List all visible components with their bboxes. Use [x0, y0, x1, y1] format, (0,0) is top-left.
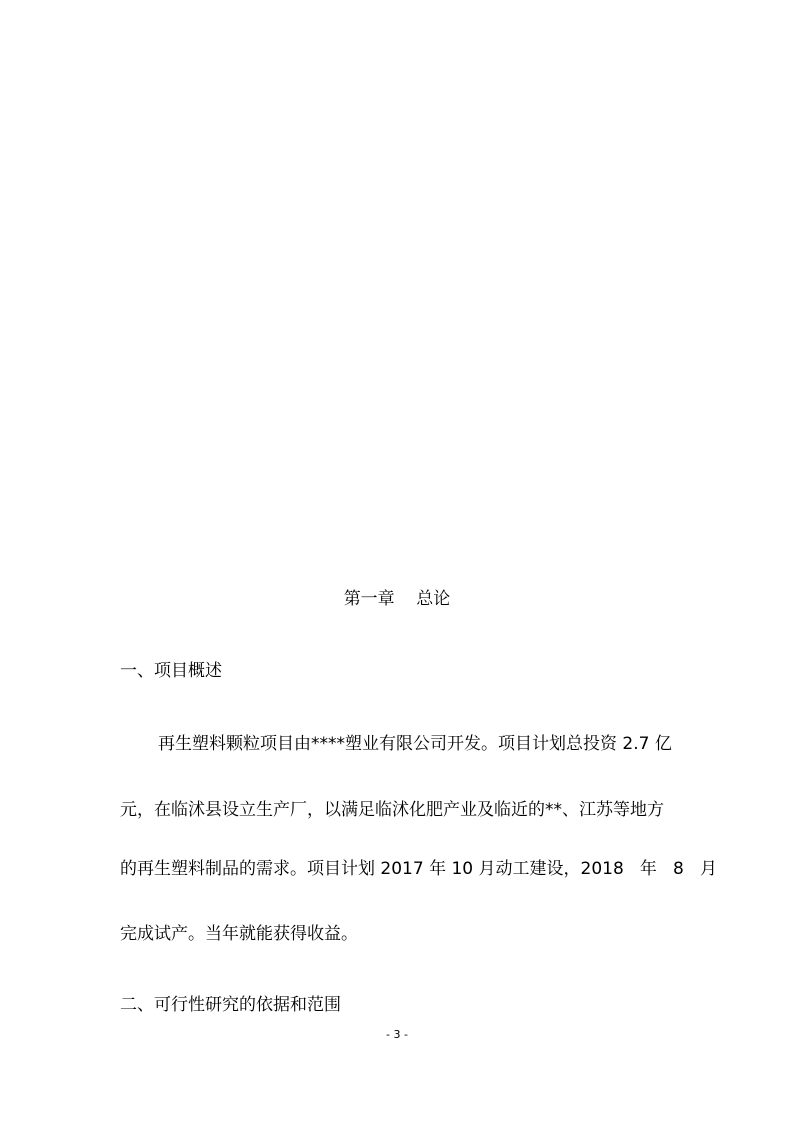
paragraph-line-3: [120, 857, 717, 881]
paragraph-line-3-part-b: 年: [639, 859, 657, 879]
paragraph-line-3-part-c: 8: [673, 859, 684, 879]
paragraph-line-4: 完成试产。当年就能获得收益。: [120, 924, 358, 944]
paragraph-line-3-part-a: 的再生塑料制品的需求。项目计划 2017 年 10 月动工建设，2018: [120, 859, 624, 879]
page-number: - 3 -: [386, 1028, 408, 1041]
paragraph-line-1: 再生塑料颗粒项目由****塑业有限公司开发。项目计划总投资 2.7 亿: [158, 734, 672, 754]
chapter-title: 第一章 总论: [343, 589, 451, 609]
section-heading-overview: 一、项目概述: [120, 661, 222, 681]
paragraph-line-3-part-d: 月: [699, 859, 717, 879]
paragraph-line-2: 元，在临沭县设立生产厂，以满足临沭化肥产业及临近的**、江苏等地方: [120, 800, 664, 820]
section-heading-basis-scope: 二、可行性研究的依据和范围: [120, 995, 341, 1015]
